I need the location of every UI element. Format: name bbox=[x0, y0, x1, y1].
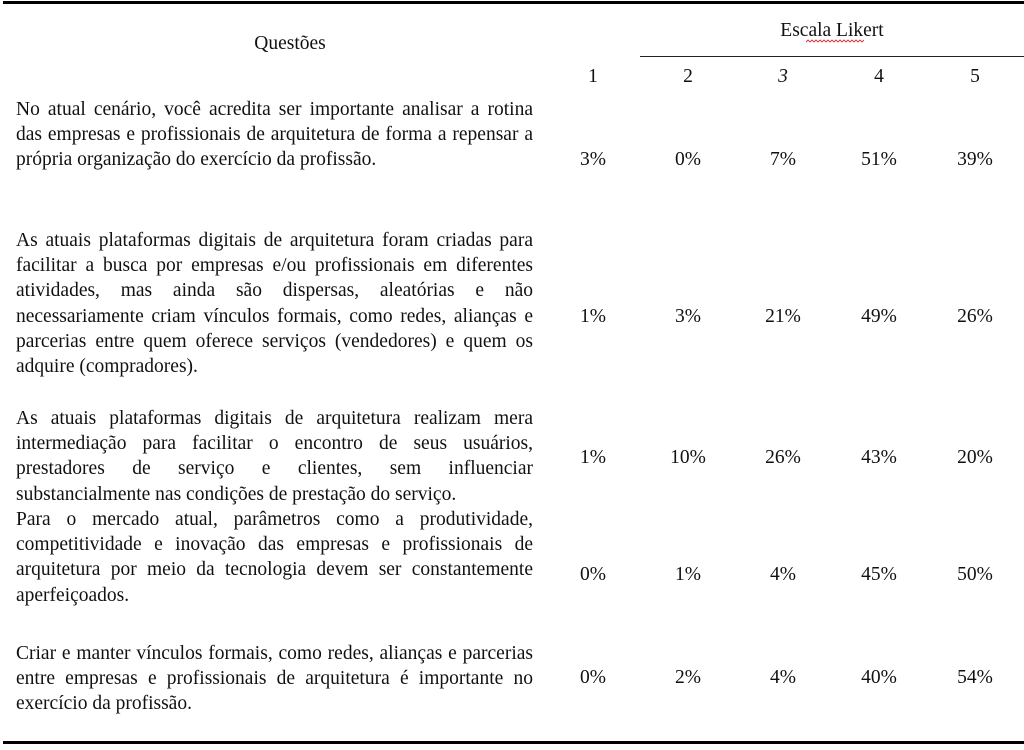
value-scale-4: 40% bbox=[861, 667, 897, 688]
question-text: Para o mercado atual, parâmetros como a produtividade, competitividade e inovação das empresas e profissionais de arquitetura por meio da tecnologia devem ser constantemente aperfeiçoados. bbox=[16, 509, 533, 606]
value-scale-2: 10% bbox=[670, 447, 706, 468]
value-scale-1: 1% bbox=[580, 447, 606, 468]
value-scale-3: 21% bbox=[765, 306, 801, 327]
value-scale-5: 20% bbox=[957, 447, 993, 468]
value-scale-5: 50% bbox=[957, 564, 993, 585]
value-scale-1: 0% bbox=[580, 564, 606, 585]
value-scale-3: 4% bbox=[770, 564, 796, 585]
scale-point-3: 3 bbox=[778, 66, 788, 87]
likert-group-rule bbox=[640, 56, 1024, 57]
question-text: As atuais plataformas digitais de arquitetura foram criadas para facilitar a busca por empresas e/ou profissionais em diferentes atividades, mas ainda são dispersas, aleatórias e não necessariamente criam vínculos formais, como redes, alianças e parcerias entre quem oferece serviços (vendedores) e quem os adquire (compradores). bbox=[16, 230, 533, 378]
table-top-rule bbox=[3, 1, 1024, 4]
header-questions: Questões bbox=[254, 33, 326, 54]
value-scale-1: 0% bbox=[580, 667, 606, 688]
value-scale-5: 54% bbox=[957, 667, 993, 688]
value-scale-2: 0% bbox=[675, 149, 701, 170]
value-scale-3: 4% bbox=[770, 667, 796, 688]
value-scale-4: 49% bbox=[861, 306, 897, 327]
value-scale-4: 43% bbox=[861, 447, 897, 468]
value-scale-1: 1% bbox=[580, 306, 606, 327]
value-scale-5: 26% bbox=[957, 306, 993, 327]
scale-point-2: 2 bbox=[683, 66, 693, 87]
value-scale-2: 1% bbox=[675, 564, 701, 585]
value-scale-1: 3% bbox=[580, 149, 606, 170]
scale-point-1: 1 bbox=[588, 66, 598, 87]
value-scale-4: 45% bbox=[861, 564, 897, 585]
value-scale-3: 26% bbox=[765, 447, 801, 468]
value-scale-4: 51% bbox=[861, 149, 897, 170]
question-text: No atual cenário, você acredita ser importante analisar a rotina das empresas e profissionais de arquitetura de forma a repensar a própria organização do exercício da profissão. bbox=[16, 99, 533, 171]
value-scale-2: 3% bbox=[675, 306, 701, 327]
question-text: As atuais plataformas digitais de arquitetura realizam mera intermediação para facilitar o encontro de seus usuários, prestadores de serviço e clientes, sem influenciar substancialmente nas condições de prestação do serviço. bbox=[16, 408, 533, 505]
question-text: Criar e manter vínculos formais, como redes, alianças e parcerias entre empresas e profissionais de arquitetura é importante no exercício da profissão. bbox=[16, 643, 533, 715]
scale-point-5: 5 bbox=[970, 66, 980, 87]
header-likert-scale: Escala Likert bbox=[780, 20, 884, 41]
value-scale-2: 2% bbox=[675, 667, 701, 688]
value-scale-5: 39% bbox=[957, 149, 993, 170]
value-scale-3: 7% bbox=[770, 149, 796, 170]
scale-point-4: 4 bbox=[874, 66, 884, 87]
table-bottom-rule bbox=[3, 741, 1024, 744]
